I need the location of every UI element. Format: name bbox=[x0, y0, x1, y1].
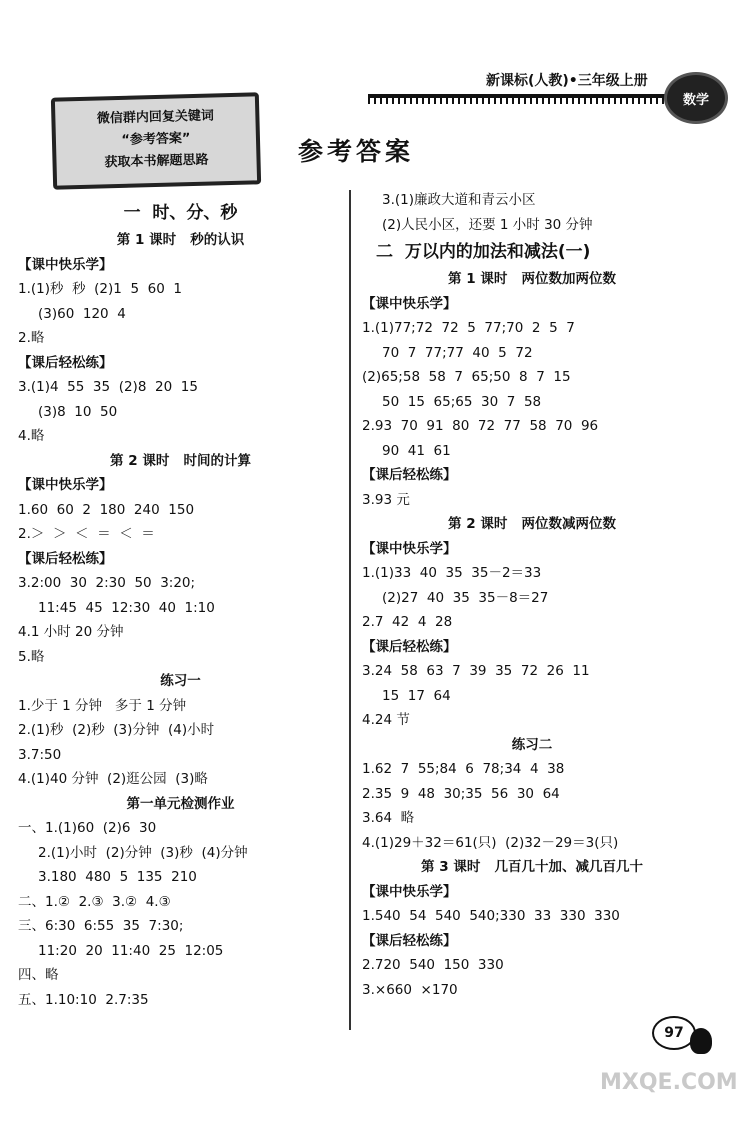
answer-line: 1.(1)77;72 72 5 77;70 2 5 7 bbox=[362, 320, 575, 336]
answer-line: 4.24 节 bbox=[362, 712, 410, 728]
answer-line: 3.(1)廉政大道和青云小区 bbox=[382, 192, 536, 208]
stamp-line-3: 获取本书解题思路 bbox=[104, 152, 209, 171]
answer-line: 90 41 61 bbox=[382, 442, 451, 459]
lesson-heading: 第 2 课时 两位数减两位数 bbox=[448, 516, 616, 532]
header-rule-ticks bbox=[368, 98, 668, 104]
answer-line: 1.60 60 2 180 240 150 bbox=[18, 501, 195, 518]
answer-line: 4.略 bbox=[18, 428, 45, 444]
lesson-heading: 第 1 课时 两位数加两位数 bbox=[448, 271, 616, 287]
answer-line: 1.62 7 55;84 6 78;34 4 38 bbox=[362, 761, 565, 777]
answer-line: 1.少于 1 分钟 多于 1 分钟 bbox=[18, 697, 187, 714]
answer-line: 2.7 42 4 28 bbox=[362, 614, 453, 630]
answer-line: (3)60 120 4 bbox=[38, 305, 126, 322]
answer-line: 50 15 65;65 30 7 58 bbox=[382, 393, 542, 410]
header-series: 新课标(人教)•三年级上册 bbox=[486, 73, 648, 89]
answer-line: 11:45 45 12:30 40 1:10 bbox=[38, 599, 215, 616]
stamp-line-1: 微信群内回复关键词 bbox=[96, 108, 215, 127]
section-label: 【课中快乐学】 bbox=[362, 295, 457, 312]
answer-line: 2.略 bbox=[18, 330, 45, 346]
answer-line: 3.2:00 30 2:30 50 3:20; bbox=[18, 575, 196, 591]
answer-line: (2)27 40 35 35－8＝27 bbox=[382, 589, 549, 606]
right-column bbox=[362, 188, 702, 1002]
answer-line: 3.7:50 bbox=[18, 746, 62, 763]
answer-line: 2.(1)秒 (2)秒 (3)分钟 (4)小时 bbox=[18, 722, 215, 738]
section-label: 【课后轻松练】 bbox=[362, 932, 457, 949]
lesson-heading: 练习二 bbox=[511, 736, 553, 753]
answer-line: 二、1.② 2.③ 3.② 4.③ bbox=[18, 893, 171, 910]
answer-line: 11:20 20 11:40 25 12:05 bbox=[38, 942, 224, 959]
answer-line: 2.720 540 150 330 bbox=[362, 957, 504, 973]
answer-line: 70 7 77;77 40 5 72 bbox=[382, 344, 533, 361]
chapter-title: 一 时、分、秒 bbox=[123, 203, 238, 223]
page-title: 参考答案 bbox=[298, 137, 415, 166]
answer-line: 3.×660 ×170 bbox=[362, 981, 458, 998]
site-watermark: MXQE.COM bbox=[600, 1070, 738, 1095]
answer-line: 15 17 64 bbox=[382, 687, 451, 704]
subject-badge-label: 数学 bbox=[682, 92, 709, 108]
section-label: 【课中快乐学】 bbox=[18, 256, 113, 273]
answer-line: 2.35 9 48 30;35 56 30 64 bbox=[362, 785, 560, 802]
answer-line: 三、6:30 6:55 35 7:30; bbox=[18, 918, 184, 934]
answer-line: (3)8 10 50 bbox=[38, 403, 118, 420]
answer-line: 一、1.(1)60 (2)6 30 bbox=[18, 820, 157, 836]
answer-line: 四、略 bbox=[18, 967, 59, 983]
stamp-line-2: “参考答案” bbox=[121, 131, 191, 148]
lesson-heading: 练习一 bbox=[160, 673, 201, 689]
column-divider bbox=[349, 190, 351, 1030]
answer-line: 1.540 54 540 540;330 33 330 330 bbox=[362, 908, 620, 924]
subject-badge bbox=[664, 72, 728, 124]
section-label: 【课后轻松练】 bbox=[18, 354, 113, 371]
left-column bbox=[18, 198, 343, 1012]
section-label: 【课后轻松练】 bbox=[362, 467, 457, 483]
answer-line: 3.64 略 bbox=[362, 810, 415, 826]
section-label: 【课后轻松练】 bbox=[362, 638, 457, 655]
answer-line: 3.180 480 5 135 210 bbox=[38, 869, 197, 885]
answer-line: 1.(1)秒 秒 (2)1 5 60 1 bbox=[18, 281, 182, 297]
answer-line: (2)65;58 58 7 65;50 8 7 15 bbox=[362, 369, 571, 385]
section-label: 【课后轻松练】 bbox=[18, 550, 113, 567]
section-label: 【课中快乐学】 bbox=[362, 883, 457, 900]
answer-line: 4.(1)29＋32＝61(只) (2)32－29＝3(只) bbox=[362, 834, 619, 851]
answer-line: 3.(1)4 55 35 (2)8 20 15 bbox=[18, 379, 198, 395]
answer-line: 2.(1)小时 (2)分钟 (3)秒 (4)分钟 bbox=[38, 844, 248, 861]
answer-line: 2.＞ ＞ ＜ ＝ ＜ ＝ bbox=[18, 526, 155, 542]
answer-line: 1.(1)33 40 35 35－2＝33 bbox=[362, 565, 542, 581]
section-label: 【课中快乐学】 bbox=[362, 540, 457, 557]
answer-line: 五、1.10:10 2.7:35 bbox=[18, 991, 149, 1008]
answer-line: 4.(1)40 分钟 (2)逛公园 (3)略 bbox=[18, 771, 208, 787]
answer-line: 2.93 70 91 80 72 77 58 70 96 bbox=[362, 418, 599, 434]
page-number-decoration-icon bbox=[690, 1028, 712, 1054]
answer-line: 4.1 小时 20 分钟 bbox=[18, 624, 124, 640]
answer-line: 3.93 元 bbox=[362, 491, 410, 508]
wechat-stamp bbox=[51, 92, 261, 189]
page-number: 97 bbox=[652, 1016, 696, 1050]
lesson-heading: 第 3 课时 几百几十加、减几百几十 bbox=[421, 859, 643, 875]
section-label: 【课中快乐学】 bbox=[18, 477, 113, 493]
lesson-heading: 第 2 课时 时间的计算 bbox=[110, 452, 251, 469]
lesson-heading: 第一单元检测作业 bbox=[126, 795, 235, 812]
answer-line: (2)人民小区，还要 1 小时 30 分钟 bbox=[382, 216, 593, 233]
chapter-title: 二 万以内的加法和减法(一) bbox=[376, 242, 591, 262]
answer-line: 5.略 bbox=[18, 648, 45, 665]
lesson-heading: 第 1 课时 秒的认识 bbox=[116, 232, 245, 248]
answer-line: 3.24 58 63 7 39 35 72 26 11 bbox=[362, 663, 590, 679]
